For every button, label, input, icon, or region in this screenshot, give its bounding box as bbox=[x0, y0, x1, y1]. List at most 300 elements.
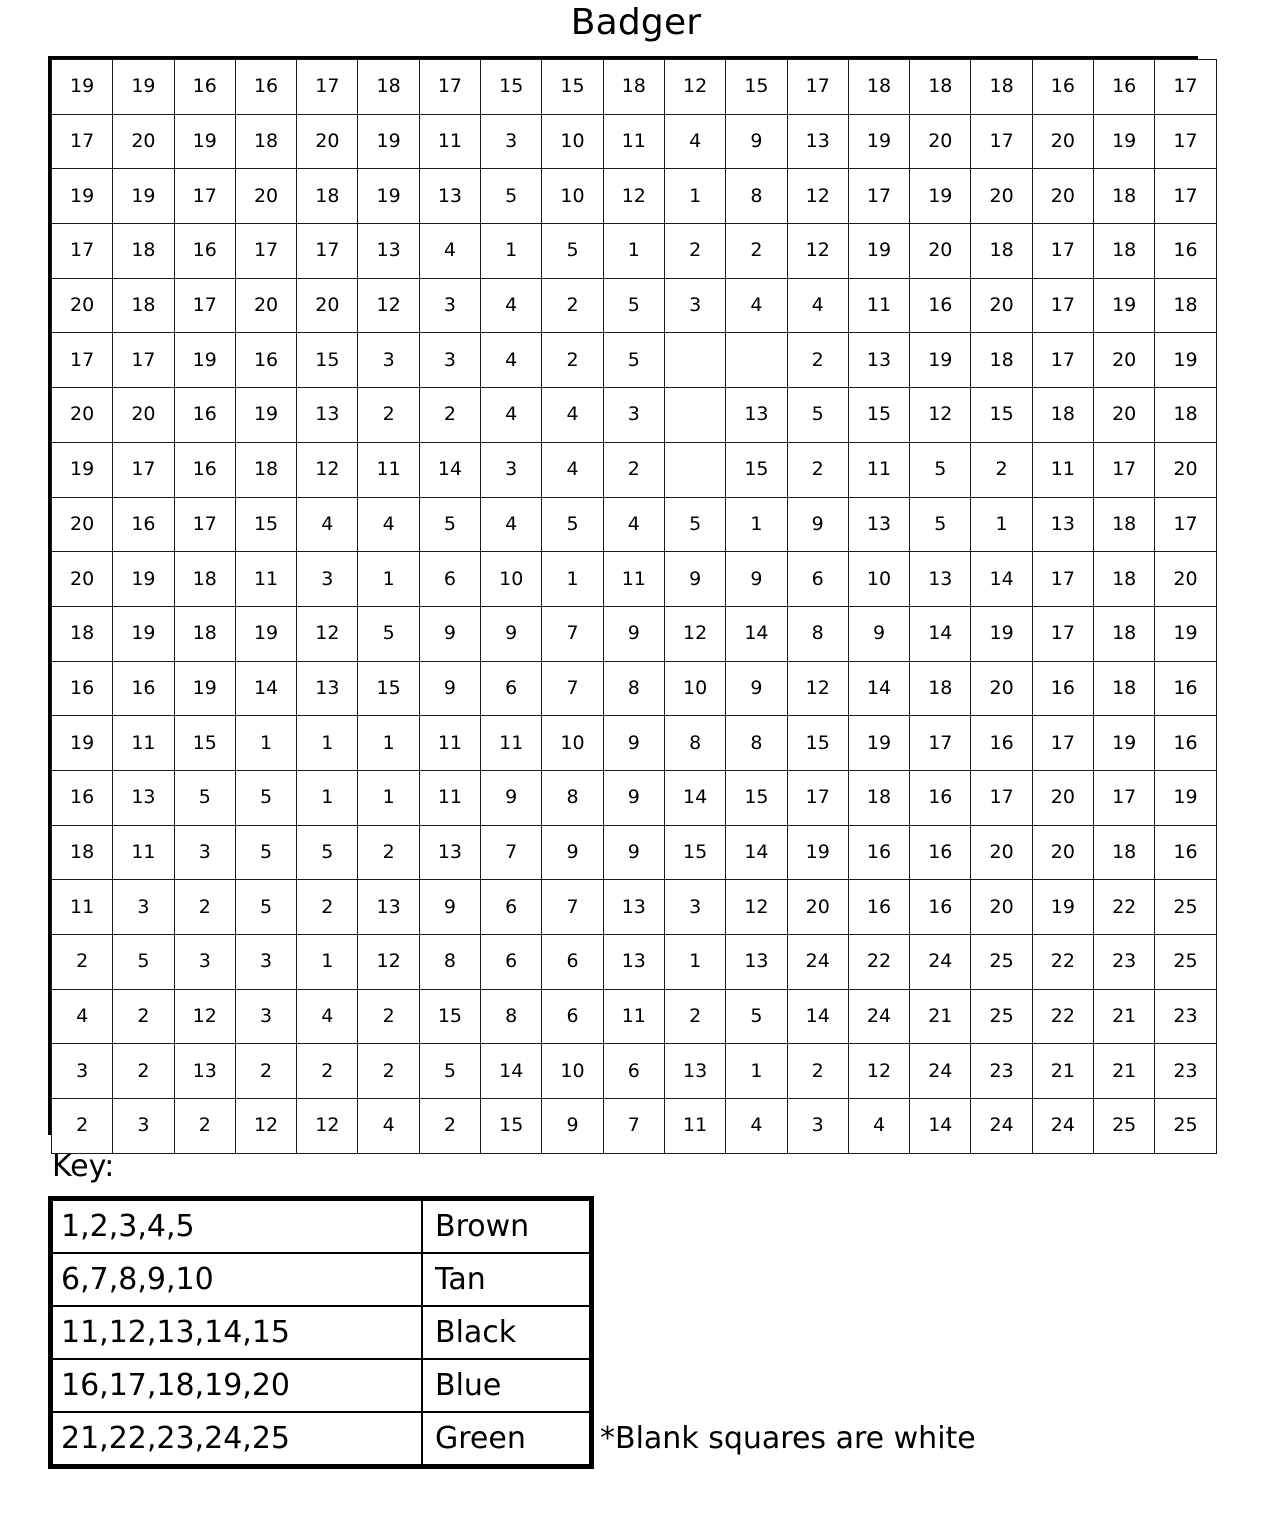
grid-cell: 16 bbox=[174, 224, 235, 279]
blank-squares-note: *Blank squares are white bbox=[600, 1421, 976, 1456]
grid-cell: 20 bbox=[787, 880, 848, 935]
grid-cell: 9 bbox=[603, 825, 664, 880]
grid-cell: 5 bbox=[910, 497, 971, 552]
grid-cell: 20 bbox=[113, 388, 174, 443]
grid-cell: 15 bbox=[419, 989, 480, 1044]
grid-cell: 3 bbox=[664, 278, 725, 333]
key-row bbox=[52, 1359, 590, 1412]
grid-cell: 2 bbox=[52, 1099, 113, 1154]
grid-cell: 4 bbox=[726, 278, 787, 333]
grid-cell: 2 bbox=[971, 442, 1032, 497]
grid-cell: 15 bbox=[787, 716, 848, 771]
grid-cell: 13 bbox=[726, 935, 787, 990]
grid-cell: 2 bbox=[787, 333, 848, 388]
grid-cell-blank bbox=[664, 333, 725, 388]
grid-cell: 1 bbox=[358, 770, 419, 825]
grid-cell: 16 bbox=[235, 333, 296, 388]
grid-cell: 11 bbox=[481, 716, 542, 771]
grid-cell: 17 bbox=[848, 169, 909, 224]
grid-cell: 17 bbox=[1155, 497, 1216, 552]
grid-cell: 9 bbox=[848, 606, 909, 661]
grid-row bbox=[52, 661, 1217, 716]
grid-cell: 3 bbox=[481, 442, 542, 497]
grid-cell: 20 bbox=[52, 497, 113, 552]
grid-cell: 13 bbox=[358, 224, 419, 279]
grid-cell: 13 bbox=[910, 552, 971, 607]
grid-cell: 16 bbox=[910, 278, 971, 333]
grid-cell: 25 bbox=[1155, 1099, 1216, 1154]
grid-cell: 12 bbox=[787, 661, 848, 716]
grid-cell: 19 bbox=[1155, 770, 1216, 825]
grid-cell: 19 bbox=[1032, 880, 1093, 935]
grid-cell: 19 bbox=[848, 224, 909, 279]
grid-cell: 19 bbox=[174, 661, 235, 716]
grid-row bbox=[52, 169, 1217, 224]
grid-cell: 20 bbox=[52, 278, 113, 333]
grid-cell: 17 bbox=[174, 497, 235, 552]
grid-row bbox=[52, 935, 1217, 990]
grid-cell: 20 bbox=[113, 114, 174, 169]
grid-cell: 20 bbox=[1032, 169, 1093, 224]
grid-cell: 9 bbox=[481, 606, 542, 661]
grid-cell: 16 bbox=[1155, 716, 1216, 771]
grid-cell: 24 bbox=[1032, 1099, 1093, 1154]
grid-cell: 15 bbox=[174, 716, 235, 771]
grid-cell: 18 bbox=[971, 60, 1032, 115]
grid-cell: 17 bbox=[1032, 606, 1093, 661]
grid-cell: 19 bbox=[358, 114, 419, 169]
grid-cell: 9 bbox=[787, 497, 848, 552]
grid-cell: 10 bbox=[848, 552, 909, 607]
grid-cell: 10 bbox=[542, 716, 603, 771]
grid-cell: 17 bbox=[1032, 552, 1093, 607]
grid-cell: 14 bbox=[910, 606, 971, 661]
key-color-name: Brown bbox=[422, 1200, 590, 1253]
grid-cell: 18 bbox=[971, 333, 1032, 388]
grid-cell: 3 bbox=[787, 1099, 848, 1154]
grid-cell: 16 bbox=[848, 880, 909, 935]
grid-cell: 13 bbox=[603, 935, 664, 990]
grid-cell: 14 bbox=[419, 442, 480, 497]
grid-cell: 18 bbox=[1094, 661, 1155, 716]
grid-cell: 4 bbox=[603, 497, 664, 552]
key-number-range: 6,7,8,9,10 bbox=[52, 1253, 422, 1306]
grid-cell: 1 bbox=[235, 716, 296, 771]
grid-cell: 12 bbox=[297, 606, 358, 661]
key-row bbox=[52, 1306, 590, 1359]
grid-cell: 15 bbox=[481, 1099, 542, 1154]
grid-cell: 3 bbox=[174, 825, 235, 880]
grid-cell: 23 bbox=[1155, 1044, 1216, 1099]
grid-row bbox=[52, 114, 1217, 169]
grid-cell: 2 bbox=[419, 388, 480, 443]
grid-cell: 1 bbox=[297, 716, 358, 771]
grid-cell: 19 bbox=[787, 825, 848, 880]
grid-cell: 5 bbox=[542, 224, 603, 279]
grid-cell: 1 bbox=[726, 1044, 787, 1099]
grid-cell: 13 bbox=[113, 770, 174, 825]
grid-cell: 12 bbox=[664, 606, 725, 661]
grid-cell: 13 bbox=[664, 1044, 725, 1099]
grid-cell: 2 bbox=[235, 1044, 296, 1099]
grid-cell: 17 bbox=[1032, 716, 1093, 771]
grid-cell: 18 bbox=[1094, 497, 1155, 552]
grid-cell: 24 bbox=[848, 989, 909, 1044]
grid-cell: 12 bbox=[787, 224, 848, 279]
grid-cell: 19 bbox=[52, 716, 113, 771]
grid-cell: 23 bbox=[971, 1044, 1032, 1099]
grid-cell: 17 bbox=[174, 169, 235, 224]
grid-cell: 18 bbox=[1094, 552, 1155, 607]
color-by-number-grid bbox=[48, 56, 1198, 1135]
grid-cell: 1 bbox=[297, 935, 358, 990]
grid-cell: 12 bbox=[603, 169, 664, 224]
grid-cell: 19 bbox=[971, 606, 1032, 661]
grid-row bbox=[52, 60, 1217, 115]
color-key-legend bbox=[48, 1196, 594, 1469]
grid-cell: 12 bbox=[235, 1099, 296, 1154]
grid-cell: 20 bbox=[971, 278, 1032, 333]
grid-cell: 15 bbox=[297, 333, 358, 388]
grid-cell: 12 bbox=[297, 1099, 358, 1154]
grid-cell: 15 bbox=[235, 497, 296, 552]
grid-cell: 4 bbox=[419, 224, 480, 279]
grid-cell: 17 bbox=[971, 770, 1032, 825]
grid-cell: 11 bbox=[419, 716, 480, 771]
grid-cell: 20 bbox=[971, 169, 1032, 224]
grid-cell: 1 bbox=[358, 552, 419, 607]
grid-cell: 19 bbox=[235, 388, 296, 443]
grid-cell: 17 bbox=[971, 114, 1032, 169]
grid-cell: 16 bbox=[113, 661, 174, 716]
grid-cell: 12 bbox=[787, 169, 848, 224]
grid-cell: 10 bbox=[542, 114, 603, 169]
grid-cell: 8 bbox=[481, 989, 542, 1044]
key-heading: Key: bbox=[52, 1149, 115, 1184]
grid-cell: 16 bbox=[971, 716, 1032, 771]
page-title: Badger bbox=[570, 2, 702, 43]
grid-cell: 4 bbox=[358, 497, 419, 552]
grid-cell: 4 bbox=[297, 497, 358, 552]
grid-cell: 4 bbox=[542, 388, 603, 443]
grid-cell: 4 bbox=[297, 989, 358, 1044]
grid-cell: 11 bbox=[1032, 442, 1093, 497]
grid-cell: 14 bbox=[726, 606, 787, 661]
grid-cell: 13 bbox=[726, 388, 787, 443]
grid-cell: 16 bbox=[910, 880, 971, 935]
grid-cell: 18 bbox=[113, 224, 174, 279]
grid-cell: 18 bbox=[1094, 224, 1155, 279]
key-number-range: 1,2,3,4,5 bbox=[52, 1200, 422, 1253]
grid-cell: 17 bbox=[1094, 770, 1155, 825]
grid-cell: 11 bbox=[848, 278, 909, 333]
grid-cell: 12 bbox=[726, 880, 787, 935]
grid-cell: 16 bbox=[113, 497, 174, 552]
grid-cell: 3 bbox=[235, 989, 296, 1044]
grid-cell: 20 bbox=[1094, 333, 1155, 388]
grid-cell: 2 bbox=[726, 224, 787, 279]
grid-cell: 17 bbox=[419, 60, 480, 115]
grid-cell: 18 bbox=[174, 606, 235, 661]
grid-cell: 3 bbox=[419, 333, 480, 388]
grid-cell: 19 bbox=[1094, 716, 1155, 771]
key-number-range: 21,22,23,24,25 bbox=[52, 1412, 422, 1465]
key-table bbox=[51, 1199, 591, 1466]
grid-cell: 17 bbox=[1155, 169, 1216, 224]
grid-cell: 19 bbox=[1094, 114, 1155, 169]
grid-cell: 18 bbox=[113, 278, 174, 333]
grid-cell: 17 bbox=[52, 333, 113, 388]
grid-cell: 18 bbox=[1094, 169, 1155, 224]
grid-row bbox=[52, 716, 1217, 771]
grid-row bbox=[52, 770, 1217, 825]
grid-row bbox=[52, 224, 1217, 279]
grid-cell: 20 bbox=[971, 880, 1032, 935]
grid-cell: 20 bbox=[1032, 770, 1093, 825]
grid-cell: 24 bbox=[910, 1044, 971, 1099]
grid-cell: 9 bbox=[726, 552, 787, 607]
grid-cell: 2 bbox=[542, 278, 603, 333]
grid-cell: 13 bbox=[419, 825, 480, 880]
grid-cell: 8 bbox=[726, 716, 787, 771]
grid-cell-blank bbox=[664, 442, 725, 497]
grid-cell: 13 bbox=[297, 661, 358, 716]
key-row bbox=[52, 1253, 590, 1306]
grid-cell: 18 bbox=[1032, 388, 1093, 443]
grid-cell: 20 bbox=[1155, 442, 1216, 497]
grid-cell: 17 bbox=[113, 442, 174, 497]
grid-cell: 12 bbox=[358, 278, 419, 333]
grid-cell: 4 bbox=[481, 333, 542, 388]
grid-cell: 15 bbox=[358, 661, 419, 716]
grid-cell: 9 bbox=[664, 552, 725, 607]
grid-cell: 18 bbox=[235, 114, 296, 169]
grid-cell: 5 bbox=[235, 880, 296, 935]
grid-cell: 1 bbox=[297, 770, 358, 825]
grid-cell: 17 bbox=[1032, 333, 1093, 388]
grid-cell: 7 bbox=[481, 825, 542, 880]
grid-cell: 18 bbox=[910, 661, 971, 716]
grid-cell: 3 bbox=[358, 333, 419, 388]
grid-cell: 17 bbox=[113, 333, 174, 388]
grid-cell: 5 bbox=[113, 935, 174, 990]
grid-cell: 16 bbox=[1155, 224, 1216, 279]
grid-cell: 6 bbox=[481, 661, 542, 716]
grid-cell: 2 bbox=[297, 1044, 358, 1099]
grid-cell: 6 bbox=[542, 935, 603, 990]
grid-cell: 6 bbox=[787, 552, 848, 607]
grid-cell: 5 bbox=[481, 169, 542, 224]
grid-cell: 4 bbox=[481, 278, 542, 333]
grid-cell: 11 bbox=[358, 442, 419, 497]
grid-cell: 22 bbox=[848, 935, 909, 990]
grid-cell: 15 bbox=[726, 60, 787, 115]
grid-cell: 8 bbox=[419, 935, 480, 990]
grid-cell: 5 bbox=[174, 770, 235, 825]
grid-cell: 3 bbox=[235, 935, 296, 990]
grid-cell: 2 bbox=[113, 989, 174, 1044]
grid-cell: 19 bbox=[235, 606, 296, 661]
grid-cell: 3 bbox=[481, 114, 542, 169]
grid-cell: 17 bbox=[297, 60, 358, 115]
grid-cell: 15 bbox=[726, 442, 787, 497]
grid-cell: 25 bbox=[1094, 1099, 1155, 1154]
grid-cell: 17 bbox=[297, 224, 358, 279]
grid-cell: 11 bbox=[848, 442, 909, 497]
grid-cell: 13 bbox=[358, 880, 419, 935]
grid-cell: 5 bbox=[419, 1044, 480, 1099]
grid-cell: 10 bbox=[542, 1044, 603, 1099]
grid-cell: 20 bbox=[971, 661, 1032, 716]
grid-cell: 14 bbox=[787, 989, 848, 1044]
grid-cell: 19 bbox=[113, 552, 174, 607]
grid-cell: 20 bbox=[1094, 388, 1155, 443]
grid-cell: 22 bbox=[1094, 880, 1155, 935]
grid-cell: 14 bbox=[848, 661, 909, 716]
grid-cell: 12 bbox=[910, 388, 971, 443]
grid-cell: 22 bbox=[1032, 989, 1093, 1044]
grid-cell: 3 bbox=[52, 1044, 113, 1099]
grid-cell: 4 bbox=[481, 388, 542, 443]
grid-cell: 18 bbox=[1155, 278, 1216, 333]
grid-cell: 5 bbox=[910, 442, 971, 497]
grid-cell: 12 bbox=[358, 935, 419, 990]
grid-cell: 19 bbox=[52, 60, 113, 115]
grid-cell: 6 bbox=[542, 989, 603, 1044]
grid-cell: 4 bbox=[726, 1099, 787, 1154]
grid-cell: 18 bbox=[1094, 825, 1155, 880]
grid-cell: 5 bbox=[542, 497, 603, 552]
grid-cell: 2 bbox=[664, 989, 725, 1044]
grid-cell: 4 bbox=[848, 1099, 909, 1154]
grid-cell: 3 bbox=[113, 880, 174, 935]
grid-cell: 20 bbox=[235, 278, 296, 333]
grid-cell: 1 bbox=[664, 935, 725, 990]
grid-cell: 2 bbox=[174, 1099, 235, 1154]
grid-cell: 16 bbox=[910, 825, 971, 880]
grid-cell: 11 bbox=[603, 552, 664, 607]
grid-cell: 11 bbox=[113, 716, 174, 771]
grid-cell: 18 bbox=[297, 169, 358, 224]
grid-cell: 19 bbox=[113, 606, 174, 661]
grid-cell: 4 bbox=[664, 114, 725, 169]
grid-cell: 5 bbox=[235, 770, 296, 825]
grid-cell: 2 bbox=[358, 825, 419, 880]
grid-cell: 19 bbox=[113, 60, 174, 115]
grid-cell: 16 bbox=[52, 770, 113, 825]
grid-cell: 14 bbox=[481, 1044, 542, 1099]
grid-cell: 8 bbox=[603, 661, 664, 716]
grid-row bbox=[52, 989, 1217, 1044]
grid-cell: 1 bbox=[358, 716, 419, 771]
grid-cell: 6 bbox=[603, 1044, 664, 1099]
grid-cell: 10 bbox=[542, 169, 603, 224]
grid-cell: 9 bbox=[419, 661, 480, 716]
grid-cell: 16 bbox=[174, 442, 235, 497]
grid-cell: 1 bbox=[542, 552, 603, 607]
grid-cell: 21 bbox=[1032, 1044, 1093, 1099]
grid-cell: 21 bbox=[1094, 989, 1155, 1044]
grid-cell: 11 bbox=[664, 1099, 725, 1154]
grid-cell: 24 bbox=[787, 935, 848, 990]
grid-cell: 25 bbox=[971, 989, 1032, 1044]
grid-row bbox=[52, 497, 1217, 552]
grid-row bbox=[52, 880, 1217, 935]
grid-cell: 14 bbox=[971, 552, 1032, 607]
grid-cell: 4 bbox=[481, 497, 542, 552]
grid-row bbox=[52, 278, 1217, 333]
grid-cell: 9 bbox=[603, 606, 664, 661]
grid-cell: 19 bbox=[910, 169, 971, 224]
grid-row bbox=[52, 1044, 1217, 1099]
grid-cell: 15 bbox=[481, 60, 542, 115]
grid-cell: 3 bbox=[174, 935, 235, 990]
grid-cell: 2 bbox=[787, 1044, 848, 1099]
grid-cell: 11 bbox=[113, 825, 174, 880]
grid-cell: 20 bbox=[235, 169, 296, 224]
grid-cell: 7 bbox=[603, 1099, 664, 1154]
grid-cell: 11 bbox=[419, 114, 480, 169]
grid-cell: 20 bbox=[1155, 552, 1216, 607]
grid-cell: 9 bbox=[542, 825, 603, 880]
grid-cell: 19 bbox=[1155, 333, 1216, 388]
grid-cell: 16 bbox=[174, 388, 235, 443]
grid-cell-blank bbox=[726, 333, 787, 388]
grid-cell: 13 bbox=[1032, 497, 1093, 552]
grid-cell: 21 bbox=[1094, 1044, 1155, 1099]
grid-cell: 18 bbox=[603, 60, 664, 115]
grid-cell: 17 bbox=[1032, 278, 1093, 333]
grid-cell: 18 bbox=[174, 552, 235, 607]
grid-cell: 19 bbox=[52, 169, 113, 224]
grid-cell: 17 bbox=[52, 224, 113, 279]
grid-cell: 20 bbox=[971, 825, 1032, 880]
grid-cell: 16 bbox=[1032, 661, 1093, 716]
grid-row bbox=[52, 825, 1217, 880]
grid-cell: 20 bbox=[297, 114, 358, 169]
grid-cell: 4 bbox=[787, 278, 848, 333]
grid-cell: 25 bbox=[1155, 935, 1216, 990]
grid-cell: 14 bbox=[726, 825, 787, 880]
grid-row bbox=[52, 1099, 1217, 1154]
grid-cell: 17 bbox=[787, 60, 848, 115]
grid-cell: 7 bbox=[542, 606, 603, 661]
grid-cell: 19 bbox=[52, 442, 113, 497]
grid-cell: 20 bbox=[52, 552, 113, 607]
grid-cell: 2 bbox=[358, 1044, 419, 1099]
grid-cell: 19 bbox=[848, 114, 909, 169]
grid-cell: 4 bbox=[358, 1099, 419, 1154]
grid-cell: 18 bbox=[910, 60, 971, 115]
grid-cell: 21 bbox=[910, 989, 971, 1044]
grid-cell: 25 bbox=[1155, 880, 1216, 935]
grid-cell: 20 bbox=[52, 388, 113, 443]
grid-cell: 17 bbox=[910, 716, 971, 771]
grid-cell: 8 bbox=[664, 716, 725, 771]
grid-cell: 9 bbox=[542, 1099, 603, 1154]
grid-cell: 9 bbox=[603, 770, 664, 825]
grid-cell: 19 bbox=[1155, 606, 1216, 661]
grid-cell: 7 bbox=[542, 661, 603, 716]
grid-cell: 11 bbox=[603, 114, 664, 169]
grid-cell: 6 bbox=[419, 552, 480, 607]
grid-cell: 2 bbox=[419, 1099, 480, 1154]
grid-cell: 15 bbox=[542, 60, 603, 115]
grid-cell: 14 bbox=[664, 770, 725, 825]
grid-cell: 8 bbox=[787, 606, 848, 661]
grid-cell: 15 bbox=[726, 770, 787, 825]
grid-cell: 6 bbox=[481, 880, 542, 935]
